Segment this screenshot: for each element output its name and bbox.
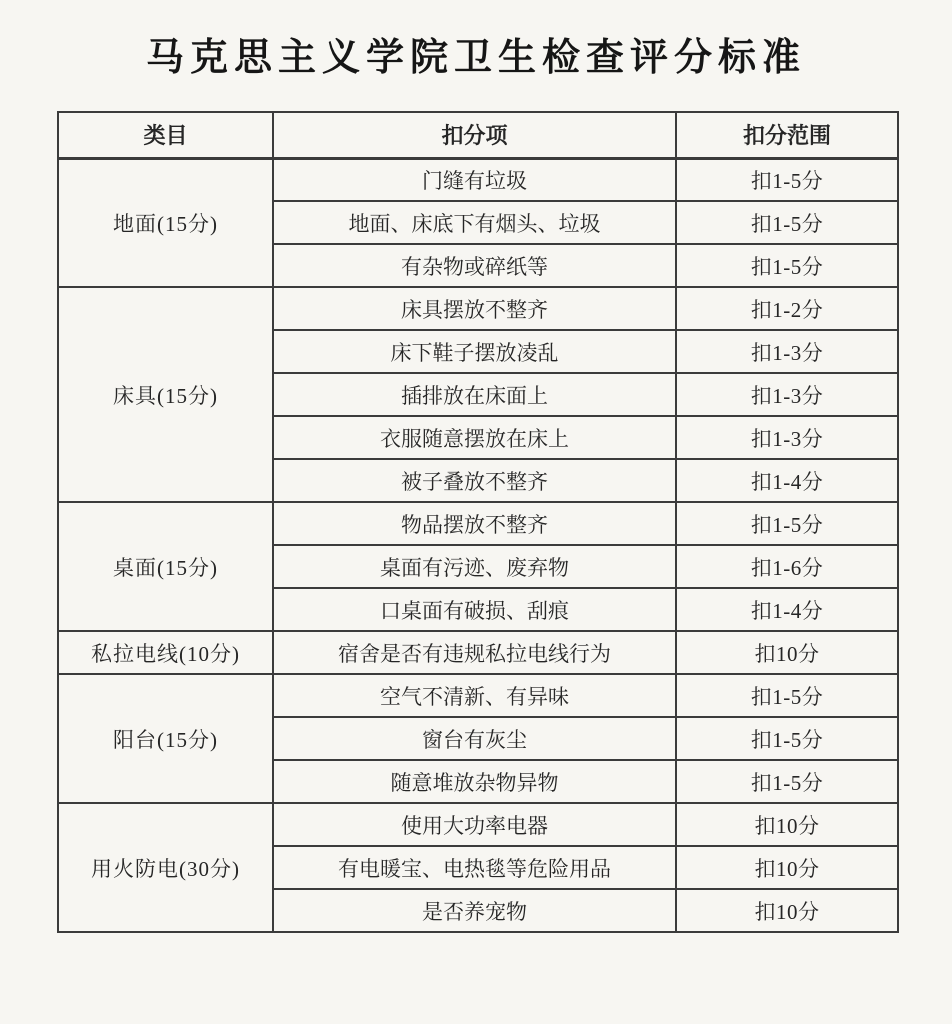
deduction-range-cell: 扣1-2分 xyxy=(676,287,898,330)
table-body xyxy=(58,158,898,932)
deduction-item-cell: 使用大功率电器 xyxy=(273,803,676,846)
deduction-item-cell: 空气不清新、有异味 xyxy=(273,674,676,717)
deduction-item-cell: 有电暖宝、电热毯等危险用品 xyxy=(273,846,676,889)
table-row xyxy=(58,674,898,717)
table-row xyxy=(58,631,898,674)
deduction-range-cell: 扣1-5分 xyxy=(676,502,898,545)
category-cell: 用火防电(30分) xyxy=(58,803,273,932)
deduction-item-cell: 床下鞋子摆放凌乱 xyxy=(273,330,676,373)
column-header: 扣分项 xyxy=(273,112,676,158)
deduction-item-cell: 随意堆放杂物异物 xyxy=(273,760,676,803)
category-cell: 阳台(15分) xyxy=(58,674,273,803)
deduction-item-cell: 是否养宠物 xyxy=(273,889,676,932)
deduction-range-cell: 扣1-5分 xyxy=(676,674,898,717)
deduction-item-cell: 窗台有灰尘 xyxy=(273,717,676,760)
deduction-item-cell: 地面、床底下有烟头、垃圾 xyxy=(273,201,676,244)
deduction-item-cell: 口桌面有破损、刮痕 xyxy=(273,588,676,631)
deduction-range-cell: 扣1-5分 xyxy=(676,201,898,244)
category-cell: 地面(15分) xyxy=(58,158,273,287)
table-row xyxy=(58,287,898,330)
deduction-range-cell: 扣1-5分 xyxy=(676,244,898,287)
deduction-range-cell: 扣1-5分 xyxy=(676,760,898,803)
deduction-range-cell: 扣1-3分 xyxy=(676,373,898,416)
deduction-range-cell: 扣1-5分 xyxy=(676,717,898,760)
column-header: 扣分范围 xyxy=(676,112,898,158)
deduction-item-cell: 门缝有垃圾 xyxy=(273,158,676,201)
deduction-item-cell: 衣服随意摆放在床上 xyxy=(273,416,676,459)
deduction-item-cell: 桌面有污迹、废弃物 xyxy=(273,545,676,588)
deduction-range-cell: 扣10分 xyxy=(676,846,898,889)
score-table xyxy=(57,111,899,933)
category-cell: 私拉电线(10分) xyxy=(58,631,273,674)
deduction-item-cell: 床具摆放不整齐 xyxy=(273,287,676,330)
deduction-item-cell: 物品摆放不整齐 xyxy=(273,502,676,545)
table-row xyxy=(58,502,898,545)
deduction-range-cell: 扣1-5分 xyxy=(676,158,898,201)
deduction-item-cell: 宿舍是否有违规私拉电线行为 xyxy=(273,631,676,674)
deduction-range-cell: 扣1-3分 xyxy=(676,416,898,459)
category-cell: 桌面(15分) xyxy=(58,502,273,631)
column-header: 类目 xyxy=(58,112,273,158)
page-title: 马克思主义学院卫生检查评分标准 xyxy=(145,37,806,79)
deduction-range-cell: 扣1-4分 xyxy=(676,459,898,502)
table-row xyxy=(58,158,898,201)
table-row xyxy=(58,803,898,846)
deduction-range-cell: 扣10分 xyxy=(676,631,898,674)
deduction-item-cell: 有杂物或碎纸等 xyxy=(273,244,676,287)
deduction-range-cell: 扣1-4分 xyxy=(676,588,898,631)
deduction-item-cell: 被子叠放不整齐 xyxy=(273,459,676,502)
category-cell: 床具(15分) xyxy=(58,287,273,502)
deduction-item-cell: 插排放在床面上 xyxy=(273,373,676,416)
deduction-range-cell: 扣1-3分 xyxy=(676,330,898,373)
header-row xyxy=(58,112,898,158)
deduction-range-cell: 扣10分 xyxy=(676,889,898,932)
deduction-range-cell: 扣10分 xyxy=(676,803,898,846)
deduction-range-cell: 扣1-6分 xyxy=(676,545,898,588)
